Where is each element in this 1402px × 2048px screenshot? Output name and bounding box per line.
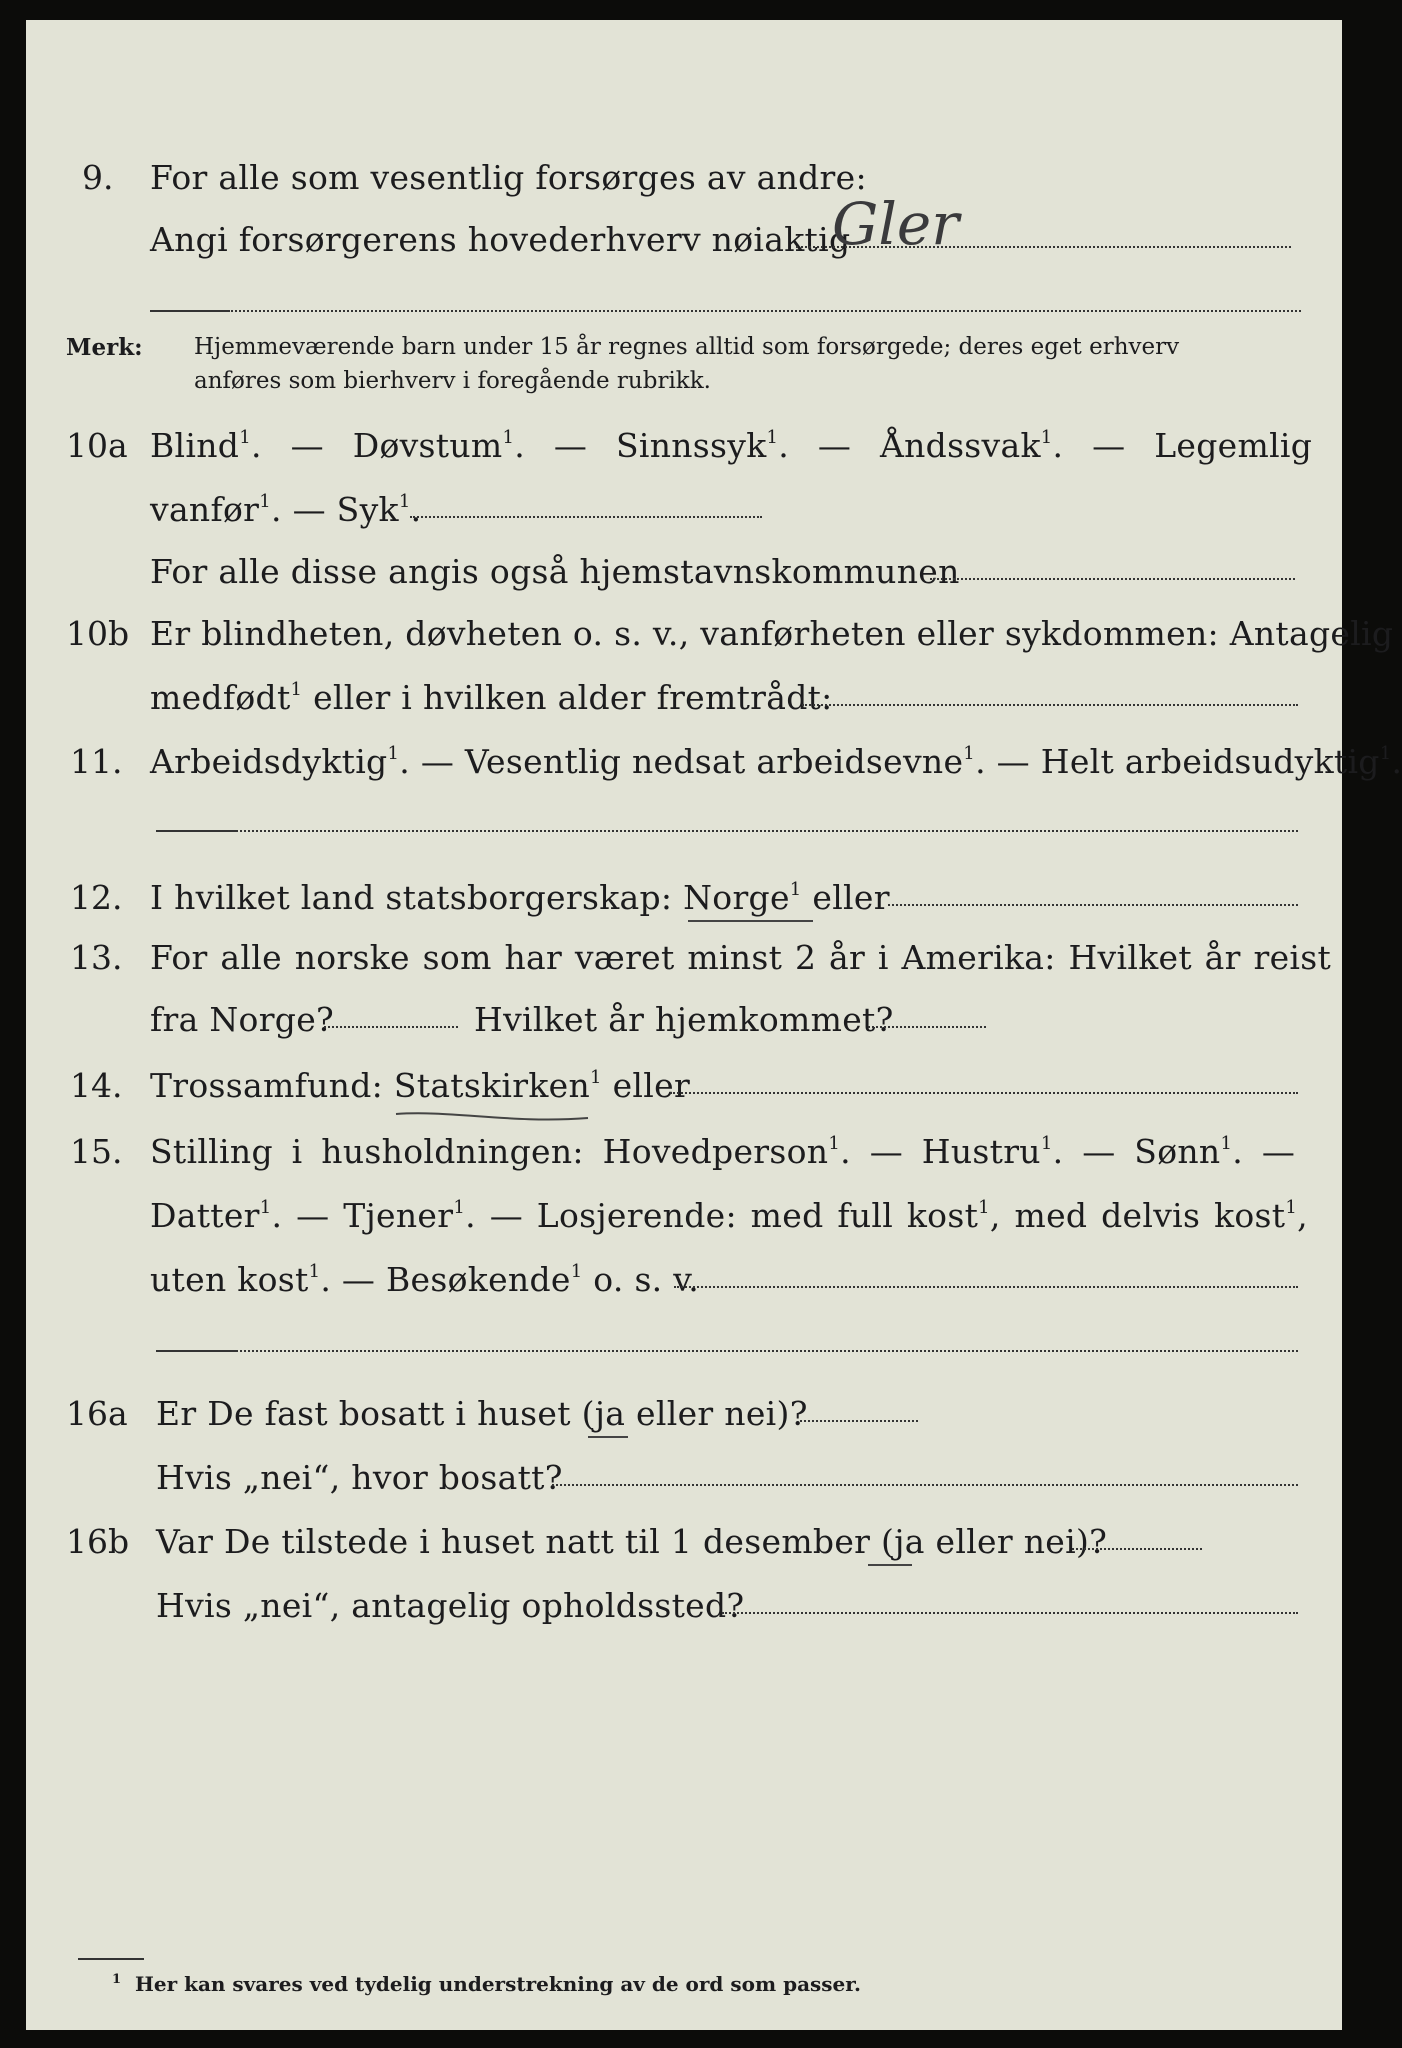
q11-number: 11. — [70, 742, 123, 781]
q12-norge: Norge — [683, 878, 790, 917]
q16b-ja-underline — [868, 1564, 912, 1566]
q16b-line-2: Hvis „nei“, antagelig opholdssted? — [156, 1586, 745, 1625]
q13-line-2a: fra Norge? — [150, 1000, 335, 1039]
q15-answer-line — [674, 1286, 1298, 1288]
q12-number: 12. — [70, 878, 123, 917]
q11-answer-line — [156, 830, 1298, 832]
q15-answer-line-2-start — [156, 1350, 236, 1352]
note-line-1: Hjemmeværende barn under 15 år regnes alltid som forsørgede; deres eget erhverv — [194, 334, 1180, 360]
q14-line: Trossamfund: Statskirken$^1$ eller — [150, 1066, 691, 1105]
q15-line-2: Datter$^1$. — Tjener$^1$. — Losjerende: med full kost$^1$, med delvis kost$^1$, — [150, 1196, 1308, 1235]
q16a-answer-line — [800, 1420, 918, 1422]
note-line-2: anføres som bierhverv i foregående rubrikk. — [194, 368, 711, 394]
q15-answer-line-2 — [156, 1350, 1298, 1352]
footnote-text: $^1$ Her kan svares ved tydelig understrekning av de ord som passer. — [112, 1972, 861, 1996]
q16a-ja-underline — [588, 1436, 628, 1438]
q9-question: For alle som vesentlig forsørges av andre: — [150, 158, 867, 197]
q10a-line-1: Blind$^1$. — Døvstum$^1$. — Sinnssyk$^1$. — Åndssvak$^1$. — Legemlig — [150, 426, 1313, 465]
census-form-page — [26, 20, 1402, 2030]
footnote-rule — [78, 1958, 144, 1960]
q14-statskirken: Statskirken — [393, 1066, 591, 1105]
q12-norge-underline — [688, 920, 813, 922]
q10b-line-1: Er blindheten, døvheten o. s. v., vanførheten eller sykdommen: Antagelig — [150, 614, 1394, 653]
q15-line-3: uten kost$^1$. — Besøkende$^1$ o. s. v. — [150, 1260, 700, 1299]
q16b-answer-line — [1072, 1548, 1202, 1550]
answer-line-9-start — [150, 310, 230, 312]
q16b-opphold-line — [722, 1612, 1298, 1614]
q10b-line-2: medfødt$^1$ eller i hvilken alder fremtrådt: — [150, 678, 833, 717]
q11-line: Arbeidsdyktig$^1$. — Vesentlig nedsat arbeidsevne$^1$. — Helt arbeidsudyktig$^1$. — [150, 742, 1402, 781]
q14-answer-line — [670, 1092, 1298, 1094]
q13-line-2b: Hvilket år hjemkommet? — [474, 1000, 894, 1039]
q10a-number: 10a — [66, 426, 128, 465]
q11-answer-line-start — [156, 830, 236, 832]
q9-number: 9. — [82, 158, 114, 197]
q10b-number: 10b — [66, 614, 130, 653]
q13-reist-line — [324, 1026, 458, 1028]
q16a-line-2: Hvis „nei“, hvor bosatt? — [156, 1458, 563, 1497]
q16a-bosatt-line — [552, 1484, 1298, 1486]
q10b-answer-line — [802, 704, 1298, 706]
q16a-line-1: Er De fast bosatt i huset (ja eller nei)? — [156, 1394, 808, 1433]
q15-line-1: Stilling i husholdningen: Hovedperson$^1$. — Hustru$^1$. — Sønn$^1$. — — [150, 1132, 1296, 1171]
q16b-line-1: Var De tilstede i huset natt til 1 desember (ja eller nei)? — [156, 1522, 1108, 1561]
q10a-line-2: vanfør$^1$. — Syk$^1$. — [150, 490, 422, 529]
note-label: Merk: — [66, 334, 143, 361]
q12-line: I hvilket land statsborgerskap: Norge$^1$ eller — [150, 878, 890, 917]
q13-line-1: For alle norske som har været minst 2 år i Amerika: Hvilket år reist — [150, 938, 1332, 977]
q16a-number: 16a — [66, 1394, 128, 1433]
q16b-number: 16b — [66, 1522, 130, 1561]
q14-statskirken-underline — [392, 1106, 592, 1126]
q10a-hjemstavn-line — [930, 578, 1295, 580]
q15-number: 15. — [70, 1132, 123, 1171]
q13-number: 13. — [70, 938, 123, 977]
q12-answer-line — [888, 904, 1298, 906]
q9-prompt: Angi forsørgerens hovederhverv nøiaktig — [150, 220, 851, 259]
q9-handwritten-answer: Gler — [832, 190, 959, 258]
q14-number: 14. — [70, 1066, 123, 1105]
answer-line-9-second — [166, 310, 1301, 312]
q13-hjemkommet-line — [868, 1026, 986, 1028]
q10a-hjemstavn: For alle disse angis også hjemstavnskommunen — [150, 552, 960, 591]
q10a-answer-line — [410, 516, 762, 518]
